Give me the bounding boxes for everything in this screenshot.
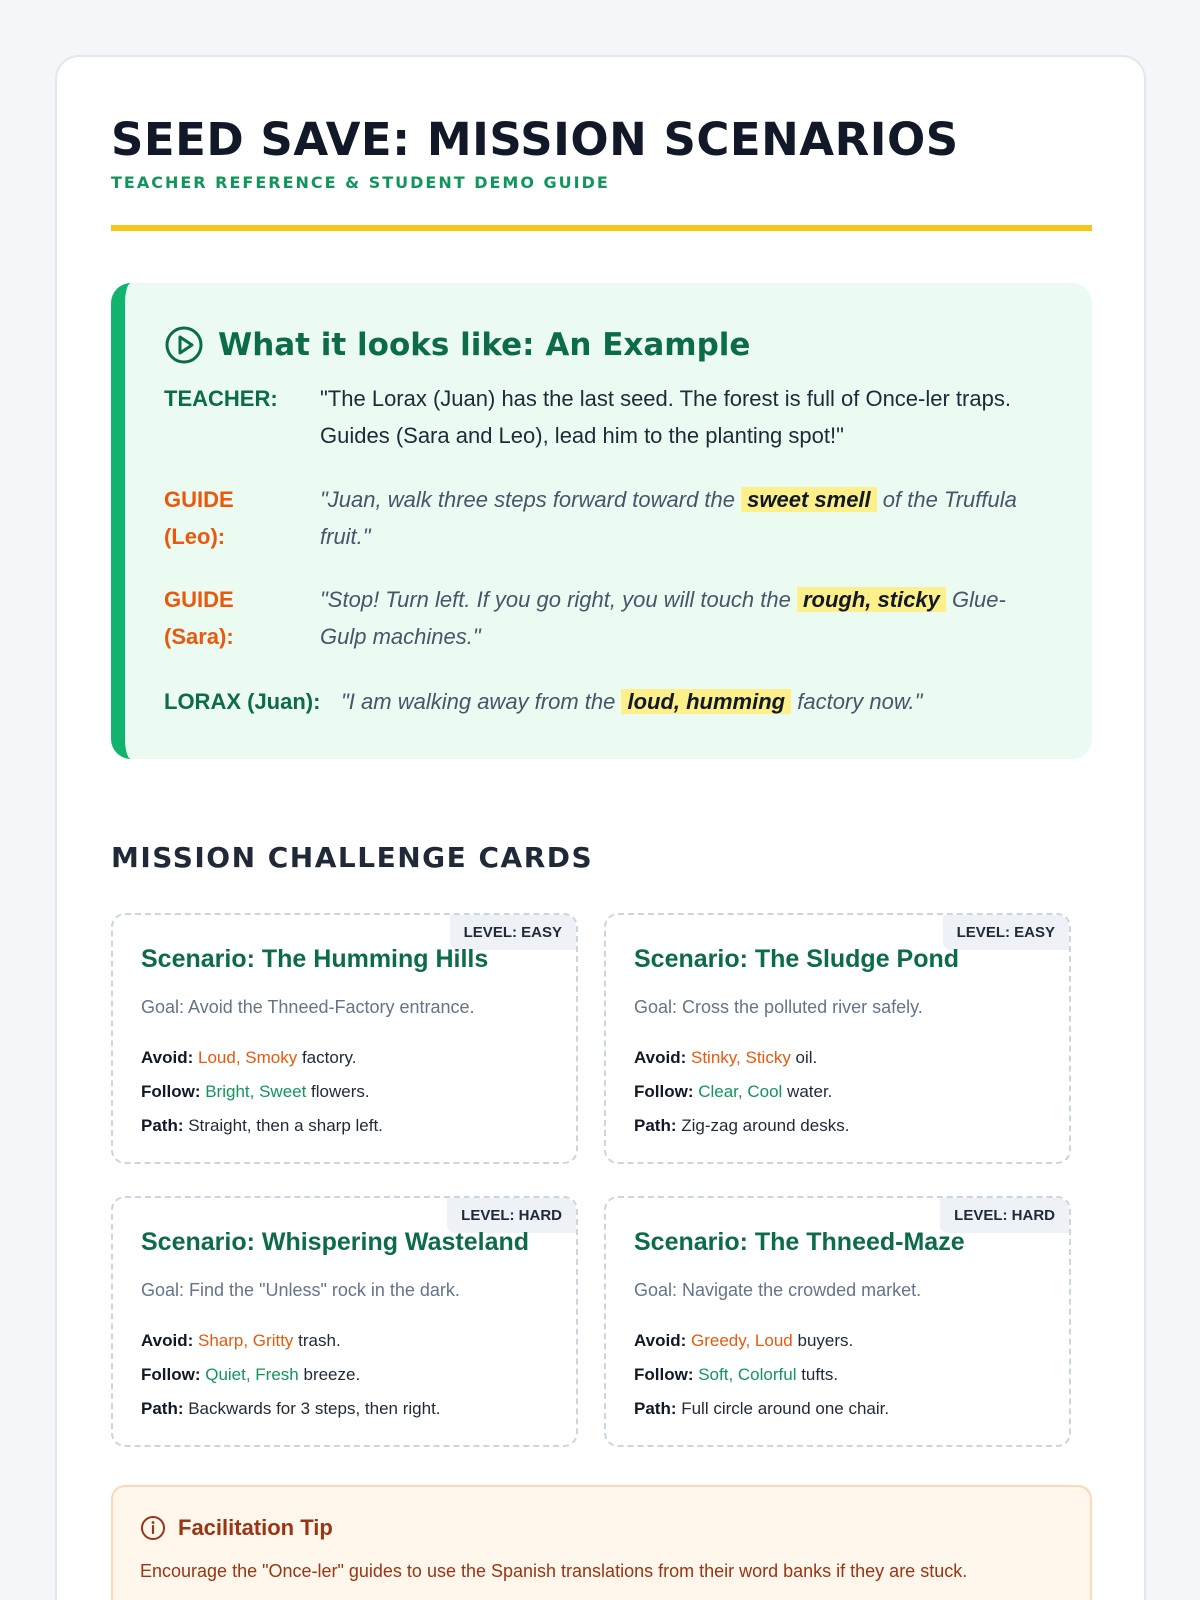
level-badge: LEVEL: HARD — [447, 1198, 576, 1233]
sensory-highlight: rough, sticky — [797, 587, 946, 612]
card-title: Scenario: The Thneed-Maze — [634, 1228, 965, 1256]
path-label: Path: — [141, 1399, 184, 1418]
level-badge: LEVEL: EASY — [450, 915, 576, 950]
avoid-rest: oil. — [790, 1048, 818, 1067]
card-goal: Goal: Find the "Unless" rock in the dark. — [141, 1280, 460, 1300]
avoid-words: Sharp, Gritty — [198, 1331, 294, 1350]
follow-rest: breeze. — [298, 1365, 361, 1384]
path-label: Path: — [634, 1116, 677, 1135]
path-text: Full circle around one chair. — [676, 1399, 890, 1418]
info-circle-icon — [140, 1515, 166, 1541]
follow-words: Bright, Sweet — [205, 1082, 307, 1101]
avoid-label: Avoid: — [141, 1331, 194, 1350]
speech-text: Glue- — [945, 587, 1006, 612]
follow-row — [634, 1075, 849, 1109]
level-badge: LEVEL: EASY — [943, 915, 1069, 950]
follow-label: Follow: — [634, 1365, 694, 1384]
avoid-words: Loud, Smoky — [198, 1048, 298, 1067]
speech-guide-leo — [320, 481, 1080, 555]
avoid-row — [141, 1324, 441, 1358]
avoid-rest: factory. — [297, 1048, 357, 1067]
follow-rest: tufts. — [796, 1365, 839, 1384]
path-text: Straight, then a sharp left. — [183, 1116, 383, 1135]
play-circle-icon — [164, 325, 204, 365]
avoid-row — [634, 1041, 849, 1075]
tip-text: Encourage the "Once-ler" guides to use the Spanish translations from their word banks if they are stuck. — [140, 1561, 968, 1581]
challenge-card — [604, 1196, 1071, 1447]
level-badge: LEVEL: HARD — [940, 1198, 1069, 1233]
card-title: Scenario: The Humming Hills — [141, 945, 489, 973]
avoid-label: Avoid: — [141, 1048, 194, 1067]
avoid-row — [141, 1041, 383, 1075]
card-title: Scenario: The Sludge Pond — [634, 945, 960, 973]
section-title: MISSION CHALLENGE CARDS — [111, 841, 594, 874]
speech-teacher-line-2: Guides (Sara and Leo), lead him to the planting spot!" — [320, 423, 844, 448]
speaker-guide-sara-line-1: GUIDE — [164, 587, 234, 612]
avoid-words: Greedy, Loud — [691, 1331, 793, 1350]
speech-guide-leo-line-2: fruit." — [320, 524, 371, 549]
challenge-card — [111, 913, 578, 1164]
follow-words: Quiet, Fresh — [205, 1365, 299, 1384]
speaker-guide-leo-line-2: (Leo): — [164, 524, 226, 549]
path-row — [634, 1109, 849, 1143]
speech-guide-sara — [320, 581, 1080, 655]
path-label: Path: — [634, 1399, 677, 1418]
tip-title: Facilitation Tip — [178, 1515, 333, 1540]
avoid-row — [634, 1324, 889, 1358]
card-goal: Goal: Cross the polluted river safely. — [634, 997, 923, 1017]
speech-guide-sara-line-2: Gulp machines." — [320, 624, 481, 649]
follow-row — [634, 1358, 889, 1392]
avoid-words: Stinky, Sticky — [691, 1048, 791, 1067]
page-title: SEED SAVE: MISSION SCENARIOS — [111, 113, 959, 166]
speech-text: "Stop! Turn left. If you go right, you will touch the — [320, 587, 797, 612]
path-label: Path: — [141, 1116, 184, 1135]
avoid-rest: buyers. — [792, 1331, 854, 1350]
path-text: Backwards for 3 steps, then right. — [183, 1399, 441, 1418]
follow-rest: flowers. — [306, 1082, 370, 1101]
avoid-rest: trash. — [293, 1331, 341, 1350]
speaker-lorax: LORAX (Juan): — [164, 689, 321, 714]
sensory-highlight: sweet smell — [741, 487, 877, 512]
challenge-card — [111, 1196, 578, 1447]
avoid-label: Avoid: — [634, 1331, 687, 1350]
example-panel — [111, 283, 1092, 759]
path-row — [141, 1109, 383, 1143]
speech-text: factory now." — [791, 689, 923, 714]
follow-words: Soft, Colorful — [698, 1365, 797, 1384]
tip-header — [140, 1515, 333, 1541]
speaker-guide-leo — [164, 481, 304, 555]
document-page — [55, 55, 1146, 1600]
path-row — [141, 1392, 441, 1426]
speech-text: of the Truffula — [876, 487, 1017, 512]
path-row — [634, 1392, 889, 1426]
card-goal: Goal: Navigate the crowded market. — [634, 1280, 922, 1300]
example-header — [164, 325, 750, 365]
speaker-guide-leo-line-1: GUIDE — [164, 487, 234, 512]
facilitation-tip — [111, 1485, 1092, 1600]
speech-teacher-line-1: "The Lorax (Juan) has the last seed. The forest is full of Once-ler traps. — [320, 386, 1011, 411]
follow-label: Follow: — [634, 1082, 694, 1101]
challenge-card — [604, 913, 1071, 1164]
speech-guide-sara-line-1 — [320, 581, 1080, 618]
speech-lorax — [341, 683, 1081, 720]
card-details — [141, 1324, 441, 1426]
speech-guide-leo-line-1 — [320, 481, 1080, 518]
speech-text: "Juan, walk three steps forward toward the — [320, 487, 742, 512]
card-details — [634, 1041, 849, 1143]
follow-words: Clear, Cool — [698, 1082, 783, 1101]
card-details — [634, 1324, 889, 1426]
title-divider — [111, 225, 1092, 231]
follow-label: Follow: — [141, 1082, 201, 1101]
speech-text: "I am walking away from the — [341, 689, 622, 714]
example-title: What it looks like: An Example — [218, 327, 751, 363]
path-text: Zig-zag around desks. — [676, 1116, 850, 1135]
follow-label: Follow: — [141, 1365, 201, 1384]
follow-row — [141, 1075, 383, 1109]
speaker-guide-sara — [164, 581, 304, 655]
card-details — [141, 1041, 383, 1143]
card-title: Scenario: Whispering Wasteland — [141, 1228, 530, 1256]
follow-rest: water. — [782, 1082, 833, 1101]
card-goal: Goal: Avoid the Thneed-Factory entrance. — [141, 997, 475, 1017]
avoid-label: Avoid: — [634, 1048, 687, 1067]
speaker-guide-sara-line-2: (Sara): — [164, 624, 234, 649]
page-subtitle: TEACHER REFERENCE & STUDENT DEMO GUIDE — [111, 173, 610, 192]
follow-row — [141, 1358, 441, 1392]
sensory-highlight: loud, humming — [621, 689, 791, 714]
speech-teacher — [320, 380, 1080, 454]
speaker-teacher: TEACHER: — [164, 386, 278, 411]
